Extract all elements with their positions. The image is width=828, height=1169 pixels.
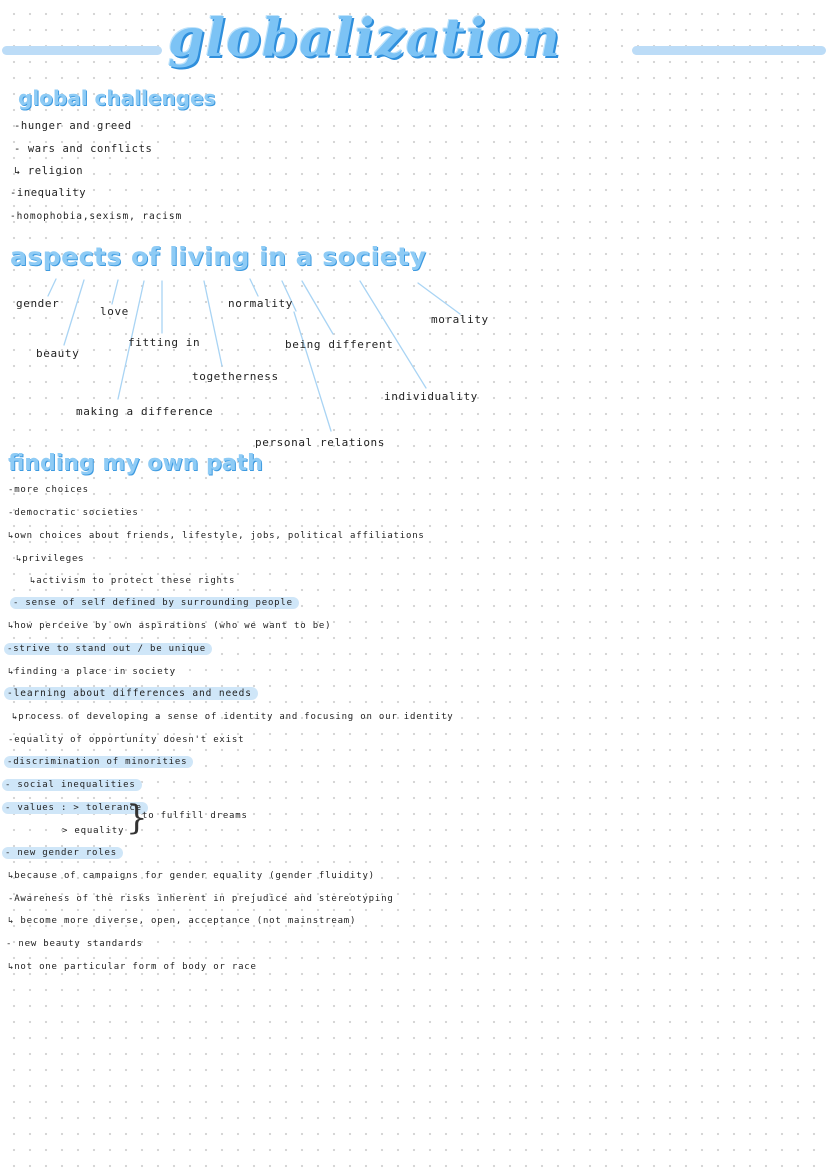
list-item: > equality bbox=[62, 826, 125, 836]
mind-map-word-beauty: beauty bbox=[36, 347, 80, 360]
list-item: ↳how perceive by own aspirations (who we want to be) bbox=[8, 621, 332, 631]
list-item: -democratic societies bbox=[8, 508, 139, 518]
list-item: ↳activism to protect these rights bbox=[30, 576, 236, 586]
list-item bbox=[4, 757, 193, 767]
list-item: ↳not one particular form of body or race bbox=[8, 962, 257, 972]
mind-map-word-morality: morality bbox=[431, 313, 489, 326]
highlighted-text: - social inequalities bbox=[2, 779, 142, 791]
highlighted-text: - sense of self defined by surrounding people bbox=[10, 597, 299, 609]
connector-line bbox=[418, 283, 460, 314]
list-item: -homophobia,sexism, racism bbox=[10, 211, 183, 222]
list-item: -inequality bbox=[10, 187, 87, 199]
list-item: - wars and conflicts bbox=[14, 143, 153, 155]
list-item: ↳process of developing a sense of identity and focusing on our identity bbox=[12, 712, 454, 722]
list-item bbox=[2, 848, 123, 858]
highlighted-text: - new gender roles bbox=[2, 847, 123, 859]
list-item: ↳because of campaigns for gender equality (gender fluidity) bbox=[8, 871, 375, 881]
list-item: -Awareness of the risks inherent in prejudice and stereotyping bbox=[8, 894, 394, 904]
list-item: to fulfill dreams bbox=[142, 811, 248, 821]
mind-map-word-gender: gender bbox=[16, 297, 60, 310]
connector-line bbox=[294, 312, 331, 431]
list-item bbox=[4, 688, 258, 699]
connector-line bbox=[204, 281, 222, 366]
list-item: ↳own choices about friends, lifestyle, jobs, political affiliations bbox=[8, 531, 425, 541]
list-item bbox=[4, 644, 212, 654]
list-item: ↳finding a place in society bbox=[8, 667, 176, 677]
connector-line bbox=[64, 280, 84, 345]
list-item: -more choices bbox=[8, 485, 89, 495]
brace-symbol: } bbox=[126, 798, 148, 838]
heading-global-challenges: global challenges bbox=[18, 86, 216, 110]
connector-line bbox=[302, 281, 333, 334]
highlighted-text: -discrimination of minorities bbox=[4, 756, 193, 768]
highlighted-text: -learning about differences and needs bbox=[4, 687, 258, 700]
mind-map-word-togetherness: togetherness bbox=[192, 370, 279, 383]
mind-map-word-being-different: being different bbox=[285, 338, 394, 351]
list-item: ↳ become more diverse, open, acceptance (not mainstream) bbox=[8, 916, 357, 926]
page-title: globalization bbox=[168, 8, 561, 69]
mind-map-word-individuality: individuality bbox=[384, 390, 478, 403]
list-item bbox=[2, 780, 142, 790]
connector-line bbox=[112, 280, 118, 304]
list-item bbox=[10, 598, 299, 608]
connector-line bbox=[250, 279, 258, 296]
mind-map-word-making-a-difference: making a difference bbox=[76, 405, 214, 418]
heading-finding-my-own-path: finding my own path bbox=[8, 451, 263, 476]
highlighted-text: - values : > tolerance bbox=[2, 802, 148, 814]
mind-map-word-personal-relations: personal relations bbox=[255, 436, 386, 449]
list-item: - new beauty standards bbox=[6, 939, 143, 949]
heading-aspects-of-society: aspects of living in a society bbox=[10, 242, 427, 271]
mind-map-word-fitting-in: fitting in bbox=[128, 336, 201, 349]
list-item: ↳privileges bbox=[16, 554, 85, 564]
highlighted-text: -strive to stand out / be unique bbox=[4, 643, 212, 655]
connector-line bbox=[360, 281, 426, 388]
list-item: ↳ religion bbox=[14, 165, 84, 177]
list-item: -hunger and greed bbox=[14, 120, 132, 132]
mind-map-word-normality: normality bbox=[228, 297, 294, 310]
mind-map-word-love: love bbox=[100, 305, 129, 318]
list-item: -equality of opportunity doesn't exist bbox=[8, 735, 245, 745]
connector-line bbox=[48, 279, 56, 296]
